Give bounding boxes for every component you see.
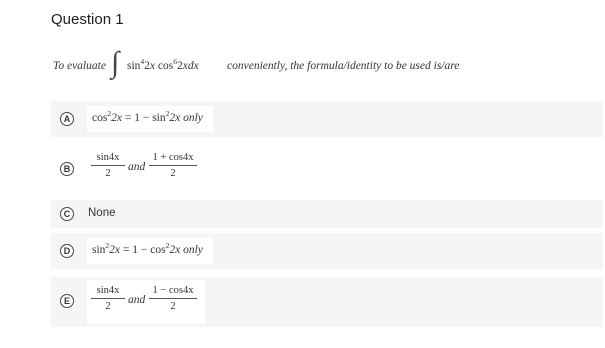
option-a[interactable] [51,101,603,137]
option-b-num-1: sin4x [91,152,125,166]
option-a-math-box [87,106,213,132]
question-text [51,46,603,80]
option-d-math-box [87,238,213,264]
option-d-letter-badge[interactable]: D [60,244,74,258]
option-b-joiner: and [128,161,146,173]
integral-sign-icon: ∫ [111,46,120,79]
option-e-num-1: sin4x [91,285,125,299]
option-c-text: None [88,207,116,219]
question-suffix: conveniently, the formula/identity to be used is/are [227,60,460,72]
option-d[interactable] [51,233,603,269]
option-e-math-box [87,280,205,324]
option-b-fraction-2 [149,152,197,179]
option-e-num-2: 1 − cos4x [149,285,197,299]
option-b[interactable] [51,146,603,190]
option-e[interactable] [51,277,603,327]
option-c[interactable] [51,200,603,228]
option-d-formula: $\sin^22x = 1 - \cos^22x$ only [92,241,203,256]
question-prefix: To evaluate [53,60,106,72]
question-title: Question 1 [51,11,124,28]
option-e-den-2: 2 [170,301,176,312]
option-b-num-2: 1 + cos4x [149,152,197,166]
option-e-den-1: 2 [105,301,111,312]
option-e-fraction-2 [149,285,197,312]
option-c-letter-badge[interactable]: C [60,207,74,221]
integral-expression: $\sin^42x$ $\cos^62xdx$ [127,57,199,72]
option-b-den-1: 2 [105,168,111,179]
option-a-formula: $\cos^22x = 1 - \sin^22x$ only [92,109,203,124]
option-e-letter-badge[interactable]: E [60,294,74,308]
option-e-fraction-1 [91,285,125,312]
option-b-fraction-1 [91,152,125,179]
option-b-den-2: 2 [170,168,176,179]
option-a-letter-badge[interactable]: A [60,112,74,126]
option-b-letter-badge[interactable]: B [60,162,74,176]
option-e-joiner: and [128,294,146,306]
